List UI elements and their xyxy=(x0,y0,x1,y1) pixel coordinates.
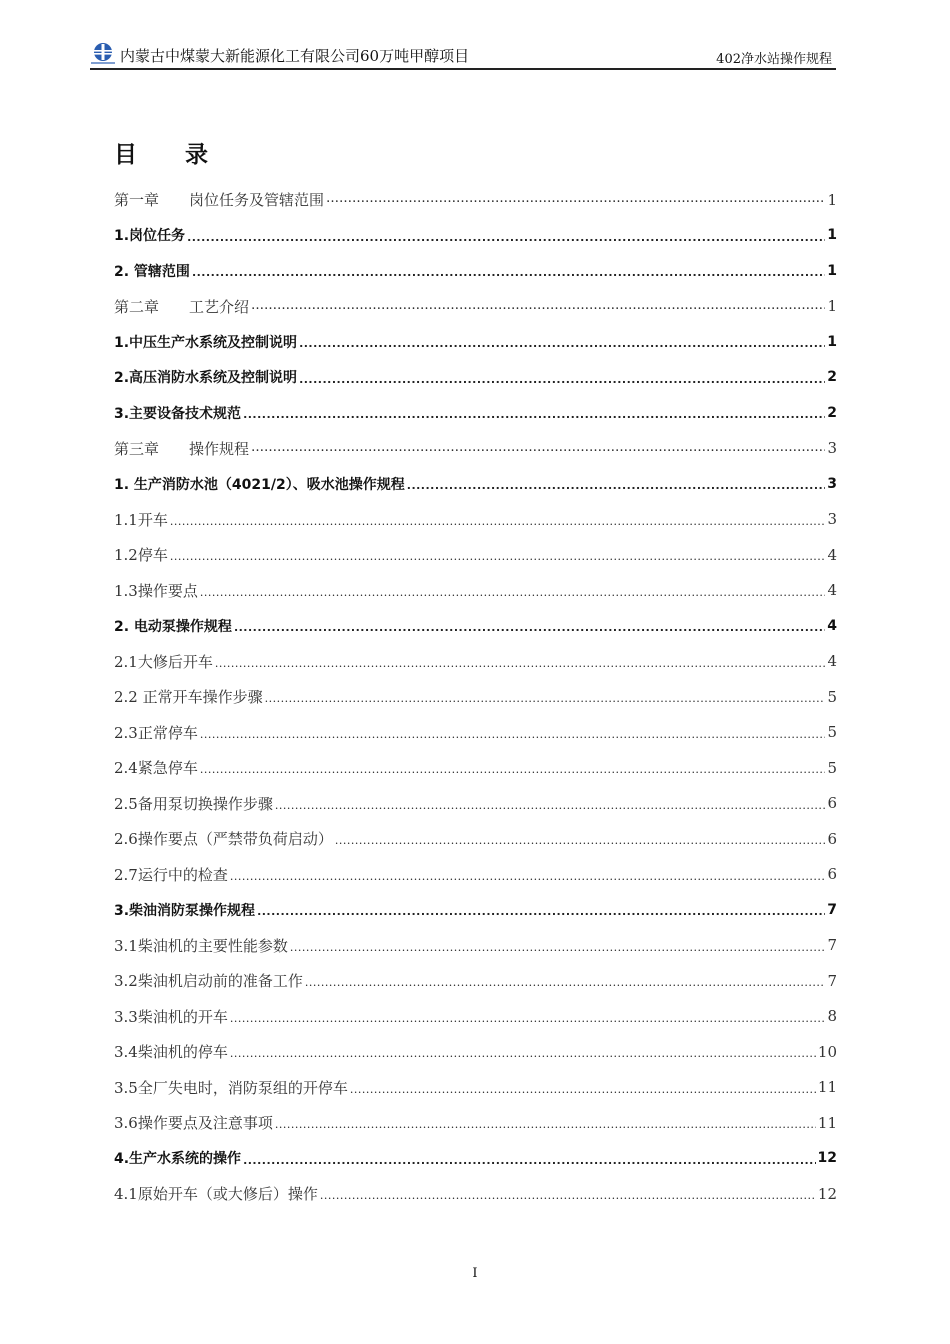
toc-entry-label xyxy=(114,651,213,672)
toc-entry-label xyxy=(114,509,168,530)
toc-entry-page: 1 xyxy=(827,227,837,244)
toc-entry-page: 2 xyxy=(827,404,837,421)
toc-entry[interactable] xyxy=(114,857,837,893)
toc-entry-page: 1 xyxy=(827,333,837,350)
toc-heading xyxy=(114,136,208,169)
toc-leader-dots xyxy=(350,1083,816,1096)
toc-entry-page: 10 xyxy=(817,1042,837,1061)
toc-leader-dots xyxy=(290,941,826,954)
toc-entry-label xyxy=(114,189,324,210)
toc-entry[interactable] xyxy=(114,963,837,999)
toc-entry[interactable] xyxy=(114,786,837,822)
toc-entry-page: 6 xyxy=(827,865,837,884)
toc-leader-dots xyxy=(320,1189,816,1202)
toc-entry-label xyxy=(114,438,249,459)
toc-leader-dots xyxy=(335,834,826,847)
toc-entry[interactable] xyxy=(114,431,837,467)
toc-entry[interactable] xyxy=(114,608,837,644)
toc-leader-dots xyxy=(326,191,825,206)
toc-entry-title: 2.2 正常开车操作步骤 xyxy=(114,688,263,707)
toc-entry-label xyxy=(114,580,198,601)
toc-entry-page: 12 xyxy=(817,1184,837,1203)
company-name: 内蒙古中煤蒙大新能源化工有限公司60万吨甲醇项目 xyxy=(120,47,470,65)
toc-entry-title: 1.中压生产水系统及控制说明 xyxy=(114,334,298,351)
toc-entry[interactable] xyxy=(114,679,837,715)
toc-entry-label xyxy=(114,403,241,423)
toc-entry-title: 2.6操作要点（严禁带负荷启动） xyxy=(114,830,333,849)
toc-leader-dots xyxy=(170,550,826,563)
toc-entry-label xyxy=(114,864,228,885)
toc-entry-title: 4.生产水系统的操作 xyxy=(114,1151,242,1168)
toc-leader-dots xyxy=(251,298,825,313)
toc-heading-left: 目 xyxy=(114,142,137,168)
toc-entry-page: 4 xyxy=(827,652,837,671)
toc-chapter-number: 第三章 xyxy=(114,439,160,458)
toc-entry-label xyxy=(114,757,198,778)
toc-entry-title: 3.主要设备技术规范 xyxy=(114,405,242,422)
toc-entry[interactable] xyxy=(114,999,837,1035)
toc-entry-title: 操作规程 xyxy=(189,439,250,458)
toc-entry-title: 3.5全厂失电时，消防泵组的开停车 xyxy=(114,1078,348,1097)
toc-entry-page: 7 xyxy=(827,971,837,990)
toc-entry-title: 3.4柴油机的停车 xyxy=(114,1043,228,1062)
toc-entry[interactable] xyxy=(114,1034,837,1070)
toc-entry-title: 3.3柴油机的开车 xyxy=(114,1007,228,1026)
toc-entry-title: 1.1开车 xyxy=(114,510,168,529)
toc-entry-title: 2.7运行中的检查 xyxy=(114,865,228,884)
toc-entry[interactable] xyxy=(114,360,837,396)
toc-entry-title: 2.1大修后开车 xyxy=(114,652,213,671)
toc-entry-page: 6 xyxy=(827,794,837,813)
toc-entry-label xyxy=(114,793,273,814)
toc-chapter-number: 第一章 xyxy=(114,191,160,210)
toc-entry-page: 6 xyxy=(827,829,837,848)
toc-leader-dots xyxy=(275,799,826,812)
toc-leader-dots xyxy=(299,337,825,350)
toc-entry-label xyxy=(114,1148,241,1168)
toc-entry-label xyxy=(114,970,303,991)
toc-entry-title: 1.2停车 xyxy=(114,546,168,565)
toc-entry-title: 2. 电动泵操作规程 xyxy=(114,618,232,635)
toc-leader-dots xyxy=(243,1154,815,1167)
toc-entry-title: 3.柴油消防泵操作规程 xyxy=(114,902,256,919)
toc-entry-label xyxy=(114,296,249,317)
toc-entry-page: 1 xyxy=(827,297,837,316)
toc-entry-title: 1.岗位任务 xyxy=(114,228,186,245)
toc-entry[interactable] xyxy=(114,892,837,928)
toc-entry[interactable] xyxy=(114,1070,837,1106)
toc-entry[interactable] xyxy=(114,218,837,254)
toc-leader-dots xyxy=(230,1047,816,1060)
toc-leader-dots xyxy=(305,976,826,989)
toc-entry-page: 1 xyxy=(827,190,837,209)
toc-entry-page: 11 xyxy=(817,1113,837,1132)
toc-entry-label xyxy=(114,367,297,387)
toc-entry-page: 2 xyxy=(827,369,837,386)
toc-entry[interactable] xyxy=(114,715,837,751)
toc-entry-title: 1. 生产消防水池（4021/2）、吸水池操作规程 xyxy=(114,476,405,493)
toc-entry-title: 1.3操作要点 xyxy=(114,581,198,600)
toc-entry-label xyxy=(114,1077,348,1098)
toc-entry-page: 7 xyxy=(827,901,837,918)
toc-leader-dots xyxy=(299,373,825,386)
toc-entry-page: 3 xyxy=(827,439,837,458)
toc-entry-label xyxy=(114,474,405,494)
toc-entry[interactable] xyxy=(114,324,837,360)
toc-entry-page: 4 xyxy=(827,617,837,634)
toc-entry-page: 3 xyxy=(827,475,837,492)
toc-entry-label xyxy=(114,332,297,352)
toc-entry[interactable] xyxy=(114,537,837,573)
toc-leader-dots xyxy=(187,231,825,244)
toc-entry[interactable] xyxy=(114,644,837,680)
toc-entry-label xyxy=(114,828,333,849)
toc-leader-dots xyxy=(200,763,826,776)
toc-entry[interactable] xyxy=(114,182,837,218)
toc-entry-page: 5 xyxy=(827,723,837,742)
chinacoal-logo-icon xyxy=(90,42,118,66)
toc-entry-title: 岗位任务及管辖范围 xyxy=(189,191,325,210)
toc-leader-dots xyxy=(200,586,826,599)
toc-entry-title: 3.6操作要点及注意事项 xyxy=(114,1114,273,1133)
toc-entry-title: 工艺介绍 xyxy=(189,297,250,316)
toc-leader-dots xyxy=(230,1012,826,1025)
toc-entry-label xyxy=(114,900,255,920)
toc-entry[interactable] xyxy=(114,821,837,857)
toc-leader-dots xyxy=(170,515,826,528)
page-header xyxy=(90,40,836,70)
toc-entry-title: 3.2柴油机启动前的准备工作 xyxy=(114,972,303,991)
toc-entry-title: 2.4紧急停车 xyxy=(114,759,198,778)
toc-entry-label xyxy=(114,616,232,636)
toc-leader-dots xyxy=(265,692,826,705)
toc-entry-title: 2.3正常停车 xyxy=(114,723,198,742)
toc-leader-dots xyxy=(257,905,825,918)
toc-entry-label xyxy=(114,261,190,281)
toc-entry-page: 12 xyxy=(817,1150,837,1167)
toc-entry-page: 4 xyxy=(827,581,837,600)
toc-entry-label xyxy=(114,544,168,565)
toc-entry-page: 5 xyxy=(827,758,837,777)
toc-leader-dots xyxy=(243,408,825,421)
toc-entry-page: 8 xyxy=(827,1007,837,1026)
toc-entry-label xyxy=(114,1006,228,1027)
toc-entry-label xyxy=(114,1041,228,1062)
toc-leader-dots xyxy=(407,479,825,492)
toc-entry[interactable] xyxy=(114,1176,837,1212)
toc-entry-page: 1 xyxy=(827,262,837,279)
toc-entry-page: 5 xyxy=(827,687,837,706)
table-of-contents xyxy=(114,182,837,1212)
toc-leader-dots xyxy=(215,657,826,670)
toc-entry-label xyxy=(114,686,263,707)
toc-entry-page: 11 xyxy=(817,1078,837,1097)
toc-entry[interactable] xyxy=(114,1141,837,1177)
toc-entry-title: 4.1原始开车（或大修后）操作 xyxy=(114,1185,318,1204)
toc-entry-label xyxy=(114,722,198,743)
toc-leader-dots xyxy=(275,1118,816,1131)
document-title: 402净水站操作规程 xyxy=(716,52,832,67)
toc-leader-dots xyxy=(251,440,825,455)
toc-heading-right: 录 xyxy=(185,142,208,168)
toc-entry[interactable] xyxy=(114,928,837,964)
toc-entry-label xyxy=(114,1112,273,1133)
toc-entry[interactable] xyxy=(114,750,837,786)
toc-entry[interactable] xyxy=(114,466,837,502)
toc-entry[interactable] xyxy=(114,502,837,538)
toc-entry-label xyxy=(114,225,185,245)
toc-leader-dots xyxy=(200,728,826,741)
toc-leader-dots xyxy=(234,621,825,634)
toc-entry-title: 3.1柴油机的主要性能参数 xyxy=(114,936,288,955)
toc-chapter-number: 第二章 xyxy=(114,297,160,316)
toc-entry-page: 3 xyxy=(827,510,837,529)
toc-entry[interactable] xyxy=(114,289,837,325)
toc-leader-dots xyxy=(230,870,826,883)
toc-entry-page: 4 xyxy=(827,545,837,564)
toc-entry-page: 7 xyxy=(827,936,837,955)
toc-entry[interactable] xyxy=(114,395,837,431)
toc-entry-title: 2. 管辖范围 xyxy=(114,263,190,280)
toc-entry-label xyxy=(114,935,288,956)
toc-entry-title: 2.5备用泵切换操作步骤 xyxy=(114,794,273,813)
toc-entry[interactable] xyxy=(114,1105,837,1141)
toc-entry[interactable] xyxy=(114,253,837,289)
toc-leader-dots xyxy=(192,266,825,279)
toc-entry-title: 2.高压消防水系统及控制说明 xyxy=(114,370,298,387)
page-number: I xyxy=(472,1266,478,1281)
toc-entry-label xyxy=(114,1183,318,1204)
toc-entry[interactable] xyxy=(114,573,837,609)
